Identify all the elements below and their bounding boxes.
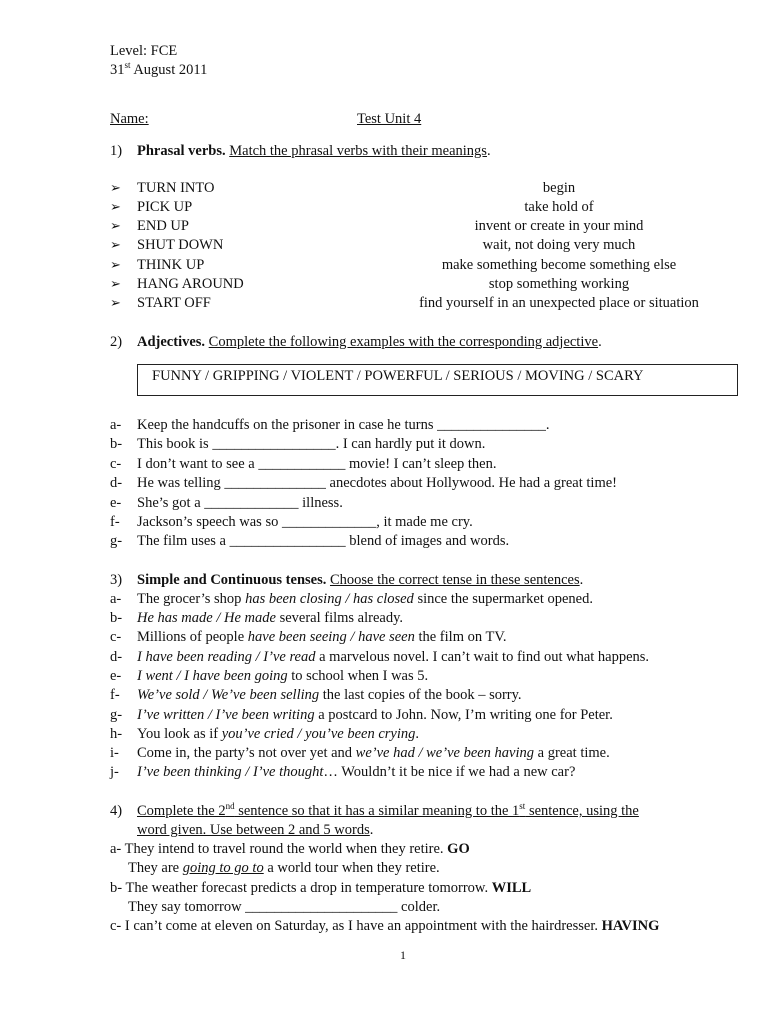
word-box-text: FUNNY / GRIPPING / VIOLENT / POWERFUL / SERIOUS / MOVING / SCARY: [152, 368, 644, 384]
meaning: begin: [542, 180, 576, 196]
transformation-a: a- They intend to travel round the world when they retire. GO: [110, 841, 470, 857]
phrasal-verb: START OFF: [137, 295, 211, 311]
test-date: 31st August 2011: [110, 60, 208, 78]
adjective-word-box: [137, 364, 738, 396]
section4-instruction-line2: word given. Use between 2 and 5 words.: [137, 822, 374, 838]
meaning: make something become something else: [441, 257, 677, 273]
meaning: invent or create in your mind: [474, 218, 644, 234]
transformation-b: b- The weather forecast predicts a drop in temperature tomorrow. WILL: [110, 880, 532, 896]
phrasal-verb: HANG AROUND: [137, 276, 244, 292]
meaning: take hold of: [524, 199, 594, 215]
name-label: Name:: [110, 111, 149, 127]
test-title: Test Unit 4: [357, 111, 422, 127]
phrasal-verb: THINK UP: [137, 257, 205, 273]
section2-number: 2): [110, 334, 123, 350]
arrow-bullet-icon: ➢: [110, 218, 121, 233]
phrasal-verb: SHUT DOWN: [137, 237, 224, 253]
transformation-b-answer: They say tomorrow _____________________ colder.: [128, 899, 441, 915]
section1-number: 1): [110, 143, 123, 159]
section3-heading: Simple and Continuous tenses. Choose the correct tense in these sentences.: [137, 572, 584, 588]
meaning: wait, not doing very much: [482, 237, 636, 253]
arrow-bullet-icon: ➢: [110, 180, 121, 195]
phrasal-verb: PICK UP: [137, 199, 193, 215]
section1-heading: Phrasal verbs. Match the phrasal verbs with their meanings.: [137, 143, 491, 159]
meaning: stop something working: [488, 276, 630, 292]
phrasal-verb: END UP: [137, 218, 189, 234]
arrow-bullet-icon: ➢: [110, 199, 121, 214]
meaning: find yourself in an unexpected place or situation: [419, 295, 699, 311]
arrow-bullet-icon: ➢: [110, 295, 121, 310]
arrow-bullet-icon: ➢: [110, 237, 121, 252]
level-label: Level: FCE: [110, 43, 178, 59]
arrow-bullet-icon: ➢: [110, 257, 121, 272]
page-number: 1: [400, 948, 406, 962]
section2-heading: Adjectives. Complete the following examples with the corresponding adjective.: [137, 334, 602, 350]
transformation-a-answer: They are going to go to a world tour when they retire.: [128, 860, 440, 876]
arrow-bullet-icon: ➢: [110, 276, 121, 291]
section3-number: 3): [110, 572, 123, 588]
section4-instruction: Complete the 2nd sentence so that it has a similar meaning to the 1st sentence, using the: [137, 801, 639, 819]
transformation-c: c- I can’t come at eleven on Saturday, as I have an appointment with the hairdresser. HAVING: [110, 918, 660, 934]
section4-number: 4): [110, 803, 123, 819]
phrasal-verb: TURN INTO: [137, 180, 215, 196]
